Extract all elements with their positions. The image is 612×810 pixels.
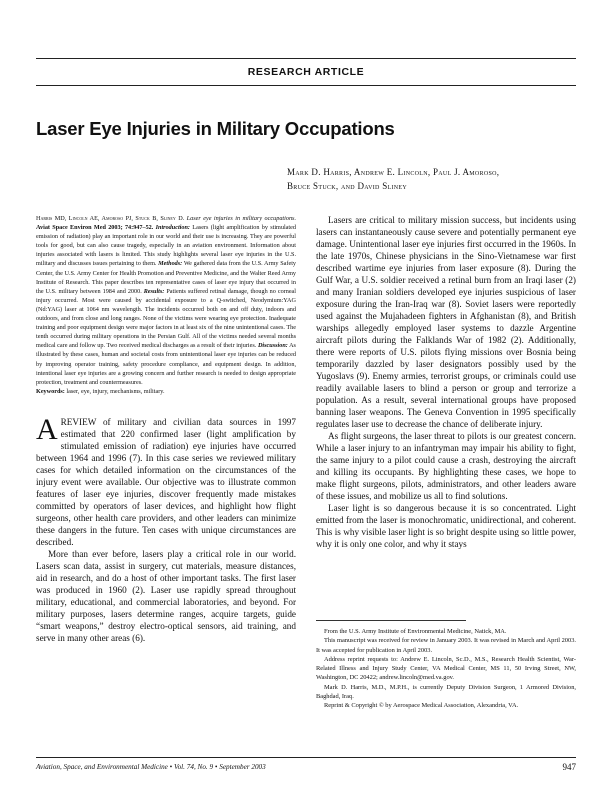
- footnotes: [316, 620, 576, 711]
- article-title: Laser Eye Injuries in Military Occupations: [36, 118, 395, 139]
- body-paragraph-1: Lasers are critical to military mission success, but incidents using lasers can instantaneously cause severe and potentially permanent eye damage. Unintentional laser eye injuries first occurred in the 1960s. In the late 1970s, Chinese physicians in the Sino-Vietnamese war first described wartime eye injuries from laser exposure (8). During the Gulf War, a U.S. soldier received a retinal burn from an Iraqi laser (2) and many Iranian soldiers developed eye injuries suspicious of laser exposure during the Iran-Iraq war (8). Soviet lasers were reportedly used against the Mujahadeen fighters in Afghanistan (8), and British warships allegedly employed laser systems to dazzle Argentine aircraft pilots during the Falklands War of 1982 (2). Additionally, there were reports of U.S. pilots flying missions over Bosnia being temporarily dazzled by laser designators possibly used by the Yugoslavs (9). Enemy armies, terrorist groups, or criminals could use readily available lasers to blind a person or group and terrorize a population. As a result, several international groups have proposed banning laser weapons. The Geneva Convention in 1995 specifically regulates laser use to decrease the chance of deliberate injury.: [316, 215, 576, 429]
- page-number: 947: [562, 762, 576, 772]
- body-paragraph-2: As flight surgeons, the laser threat to pilots is our greatest concern. While a laser injury to an infantryman may impair his ability to fight, the same injury to a pilot could cause a crash, destroying the aircraft and killing its occupants. By highlighting these cases, we hope to make flight surgeons, pilots, administrators, and other leaders aware of these issues, and mobilize us all to find solutions.: [316, 431, 576, 501]
- introduction-text: Lasers (light amplification by stimulated emission of radiation) play an important role in our world and their use is increasing. They are powerful tools for good, but can also cause tragedy, especially in an aviation environment. Information about injuries associated with lasers is limited. This study highlights several laser eye injuries in the U.S. military and discusses issues pertaining to them.: [36, 224, 296, 268]
- keywords-label: Keywords:: [36, 387, 65, 395]
- right-column: [316, 214, 576, 550]
- abstract: [36, 214, 296, 387]
- body-paragraph-3: Laser light is so dangerous because it is so concentrated. Light emitted from the laser is monochromatic, unidirectional, and coherent. This is why visible laser light is so bright despite using so little power, why it is only one color, and why it stays: [316, 503, 576, 549]
- author-line-1: Mark D. Harris, Andrew E. Lincoln, Paul J. Amoroso,: [287, 167, 500, 177]
- header-rule-top: [36, 58, 576, 59]
- citation-journal: Aviat Space Environ Med 2003; 74:947–52.: [36, 224, 154, 232]
- footnote-address: Address reprint requests to: Andrew E. Lincoln, Sc.D., M.S., Research Health Scientist, War-Related Illness and Injury Study Center, VA Medical Center, MS 11, 50 Irving Street, NW, Washington, DC 20422; andrew.lincoln@med.va.gov.: [316, 655, 576, 682]
- footer-journal: Aviation, Space, and Environmental Medicine • Vol. 74, No. 9 • September 2003: [36, 763, 266, 771]
- introduction-label: Introduction:: [155, 224, 190, 232]
- citation-names: Harris MD, Lincoln AE, Amoroso PJ, Stuck B, Sliney D.: [36, 215, 185, 222]
- footnote-current: Mark D. Harris, M.D., M.P.H., is currently Deputy Division Surgeon, 1 Armored Division, Baghdad, Iraq.: [316, 683, 576, 701]
- discussion-text: As illustrated by these cases, human and societal costs from unintentional laser eye injuries can be reduced by improving operator training, safety procedure compliance, and equipment design. In addition, intentional laser eye injuries are a growing concern and further research is needed to design appropriate protection, treatment and countermeasures.: [36, 342, 296, 386]
- footer-rule: [36, 757, 576, 758]
- left-column: [36, 214, 296, 644]
- methods-text: We gathered data from the U.S. Army Safety Center, the U.S. Army Center for Health Promotion and Preventive Medicine, and the Walter Reed Army Institute of Research. This paper describes ten representative cases of laser eye injury that occurred in the U.S. military between 1984 and 2000.: [36, 260, 297, 295]
- methods-label: Methods:: [158, 260, 183, 268]
- footnote-received: This manuscript was received for review in January 2003. It was revised in March and April 2003. It was accepted for publication in April 2003.: [316, 637, 576, 654]
- keywords: [36, 387, 296, 396]
- citation-title: Laser eye injuries in military occupations.: [186, 215, 296, 222]
- intro-paragraph-2: More than ever before, lasers play a critical role in our world. Lasers scan data, assist in surgery, cut materials, measure distances, aid in research, and do a host of other important tasks. The first laser was produced in 1960 (2). Laser use rapidly spread throughout military, educational, and commercial laboratories, and beyond. For military purposes, lasers determine ranges, acquire targets, guide “smart weapons,” destroy electro-optical sensors, aid training, and serve in many other areas (6).: [36, 548, 296, 643]
- results-text: Patients suffered retinal damage, though no corneal injury occurred. Most were caused by accidental exposure to a Q-switched, Neodymium:YAG (Nd:YAG) laser at 1064 nm wavelength. The incidents occurred both on and off duty, indoors and outdoors, and from close and long ranges. None of the victims were wearing eye protection. Inadequate training and poor equipment design were major factors in at least six of the nine unintentional cases. The tenth occurred during military operations in the Persian Gulf. All of the victims needed several months medical care and follow up. Two received medical discharges as a result of their injuries.: [36, 287, 297, 350]
- keywords-text: laser, eye, injury, mechanisms, military.: [66, 387, 165, 395]
- drop-cap: A: [36, 412, 58, 446]
- results-label: Results:: [143, 287, 165, 295]
- section-label: RESEARCH ARTICLE: [247, 66, 365, 78]
- discussion-label: Discussion:: [257, 342, 288, 350]
- footnote-affiliation: From the U.S. Army Institute of Environmental Medicine, Natick, MA.: [324, 628, 507, 635]
- header-rule-bottom: [36, 85, 576, 86]
- footnote-copyright: Reprint & Copyright © by Aerospace Medical Association, Alexandria, VA.: [324, 702, 519, 710]
- author-line-2: Bruce Stuck, and David Sliney: [287, 181, 408, 191]
- author-list: [287, 165, 587, 193]
- intro-paragraph-1-text: REVIEW of military and civilian data sources in 1997 estimated that 220 confirmed laser (light amplification by stimulated emission of radiation) eye injuries have occurred between 1964 and 1996 (7). In this case series we reviewed military cases for which detailed information on the circumstances of the injury event were available. Our objective was to illustrate common features of laser eye injuries, discover frequently made mistakes committed by operators of laser devices, and highlight how flight surgeons, other health care providers, and other leaders can minimize these dangers in the future. Ten cases with unique circumstances are described.: [36, 416, 296, 547]
- intro-paragraph-1: [36, 412, 296, 548]
- footnote-rule: [316, 620, 466, 621]
